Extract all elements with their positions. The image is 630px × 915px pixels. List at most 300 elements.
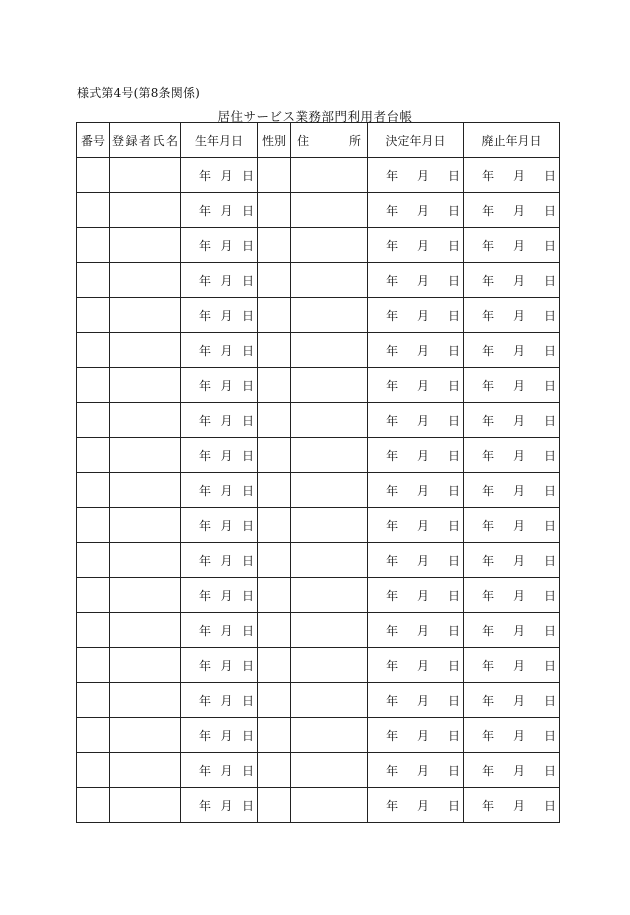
- cell-number[interactable]: [77, 543, 110, 578]
- cell-decision-date[interactable]: [368, 683, 464, 718]
- cell-abolition-date[interactable]: [464, 333, 560, 368]
- cell-address[interactable]: [291, 438, 368, 473]
- year-unit: 年: [199, 413, 212, 428]
- day-unit: 日: [242, 238, 255, 253]
- cell-abolition-date[interactable]: [464, 473, 560, 508]
- day-unit: 日: [544, 623, 557, 638]
- abolition-date-units: [464, 377, 559, 394]
- month-unit: 月: [220, 658, 233, 673]
- cell-sex[interactable]: [258, 578, 291, 613]
- cell-address[interactable]: [291, 508, 368, 543]
- cell-address[interactable]: [291, 228, 368, 263]
- cell-birth-date[interactable]: [181, 648, 258, 683]
- birth-date-units: [181, 482, 257, 499]
- cell-abolition-date[interactable]: [464, 578, 560, 613]
- table-row: [77, 683, 560, 718]
- cell-registrant-name[interactable]: [110, 718, 181, 753]
- cell-sex[interactable]: [258, 298, 291, 333]
- cell-address[interactable]: [291, 193, 368, 228]
- abolition-date-units: [464, 727, 559, 744]
- cell-sex[interactable]: [258, 438, 291, 473]
- decision-date-units: [368, 307, 463, 324]
- year-unit: 年: [482, 693, 495, 708]
- cell-decision-date[interactable]: [368, 263, 464, 298]
- header-number-char: 番: [81, 133, 94, 148]
- cell-number[interactable]: [77, 368, 110, 403]
- decision-date-units: [368, 552, 463, 569]
- month-unit: 月: [513, 763, 526, 778]
- cell-decision-date[interactable]: [368, 473, 464, 508]
- day-unit: 日: [448, 798, 461, 813]
- cell-sex[interactable]: [258, 753, 291, 788]
- cell-decision-date[interactable]: [368, 438, 464, 473]
- cell-decision-date[interactable]: [368, 228, 464, 263]
- decision-date-units: [368, 202, 463, 219]
- header-number-char: 号: [93, 133, 106, 148]
- month-unit: 月: [220, 413, 233, 428]
- year-unit: 年: [199, 483, 212, 498]
- year-unit: 年: [482, 238, 495, 253]
- year-unit: 年: [482, 728, 495, 743]
- cell-number[interactable]: [77, 403, 110, 438]
- year-unit: 年: [199, 168, 212, 183]
- cell-abolition-date[interactable]: [464, 613, 560, 648]
- cell-birth-date[interactable]: [181, 508, 258, 543]
- cell-sex[interactable]: [258, 228, 291, 263]
- year-unit: 年: [386, 203, 399, 218]
- cell-decision-date[interactable]: [368, 718, 464, 753]
- year-unit: 年: [482, 273, 495, 288]
- cell-abolition-date[interactable]: [464, 788, 560, 823]
- cell-birth-date[interactable]: [181, 753, 258, 788]
- cell-decision-date[interactable]: [368, 333, 464, 368]
- cell-registrant-name[interactable]: [110, 753, 181, 788]
- month-unit: 月: [513, 343, 526, 358]
- year-unit: 年: [386, 553, 399, 568]
- cell-number[interactable]: [77, 263, 110, 298]
- cell-birth-date[interactable]: [181, 473, 258, 508]
- cell-address[interactable]: [291, 788, 368, 823]
- day-unit: 日: [544, 448, 557, 463]
- day-unit: 日: [544, 798, 557, 813]
- cell-registrant-name[interactable]: [110, 403, 181, 438]
- cell-number[interactable]: [77, 193, 110, 228]
- cell-registrant-name[interactable]: [110, 193, 181, 228]
- cell-registrant-name[interactable]: [110, 438, 181, 473]
- cell-address[interactable]: [291, 473, 368, 508]
- header-row: [77, 123, 560, 158]
- cell-birth-date[interactable]: [181, 228, 258, 263]
- cell-number[interactable]: [77, 473, 110, 508]
- day-unit: 日: [544, 238, 557, 253]
- year-unit: 年: [199, 448, 212, 463]
- cell-number[interactable]: [77, 333, 110, 368]
- cell-birth-date[interactable]: [181, 368, 258, 403]
- day-unit: 日: [448, 238, 461, 253]
- month-unit: 月: [417, 448, 430, 463]
- cell-address[interactable]: [291, 333, 368, 368]
- day-unit: 日: [242, 483, 255, 498]
- day-unit: 日: [448, 623, 461, 638]
- year-unit: 年: [386, 588, 399, 603]
- table-row: [77, 718, 560, 753]
- day-unit: 日: [242, 693, 255, 708]
- abolition-date-units: [464, 202, 559, 219]
- table-row: [77, 158, 560, 193]
- day-unit: 日: [448, 588, 461, 603]
- birth-date-units: [181, 202, 257, 219]
- month-unit: 月: [220, 203, 233, 218]
- month-unit: 月: [417, 203, 430, 218]
- abolition-date-units: [464, 517, 559, 534]
- cell-registrant-name[interactable]: [110, 228, 181, 263]
- cell-sex[interactable]: [258, 508, 291, 543]
- day-unit: 日: [242, 273, 255, 288]
- cell-registrant-name[interactable]: [110, 613, 181, 648]
- cell-number[interactable]: [77, 508, 110, 543]
- decision-date-units: [368, 762, 463, 779]
- cell-decision-date[interactable]: [368, 753, 464, 788]
- cell-number[interactable]: [77, 648, 110, 683]
- day-unit: 日: [448, 693, 461, 708]
- day-unit: 日: [544, 553, 557, 568]
- cell-birth-date[interactable]: [181, 578, 258, 613]
- cell-number[interactable]: [77, 228, 110, 263]
- cell-registrant-name[interactable]: [110, 683, 181, 718]
- cell-birth-date[interactable]: [181, 298, 258, 333]
- cell-sex[interactable]: [258, 403, 291, 438]
- day-unit: 日: [448, 553, 461, 568]
- month-unit: 月: [513, 658, 526, 673]
- cell-abolition-date[interactable]: [464, 718, 560, 753]
- year-unit: 年: [199, 728, 212, 743]
- year-unit: 年: [482, 343, 495, 358]
- cell-registrant-name[interactable]: [110, 158, 181, 193]
- cell-abolition-date[interactable]: [464, 508, 560, 543]
- decision-date-units: [368, 412, 463, 429]
- cell-number[interactable]: [77, 613, 110, 648]
- cell-registrant-name[interactable]: [110, 543, 181, 578]
- cell-decision-date[interactable]: [368, 613, 464, 648]
- month-unit: 月: [513, 483, 526, 498]
- month-unit: 月: [220, 273, 233, 288]
- cell-abolition-date[interactable]: [464, 543, 560, 578]
- year-unit: 年: [199, 693, 212, 708]
- cell-registrant-name[interactable]: [110, 333, 181, 368]
- month-unit: 月: [417, 308, 430, 323]
- year-unit: 年: [386, 273, 399, 288]
- cell-address[interactable]: [291, 158, 368, 193]
- day-unit: 日: [448, 658, 461, 673]
- header-sex-char: 性: [262, 133, 275, 148]
- cell-abolition-date[interactable]: [464, 298, 560, 333]
- cell-address[interactable]: [291, 263, 368, 298]
- table-row: [77, 543, 560, 578]
- cell-number[interactable]: [77, 438, 110, 473]
- day-unit: 日: [242, 763, 255, 778]
- cell-registrant-name[interactable]: [110, 368, 181, 403]
- year-unit: 年: [482, 308, 495, 323]
- cell-address[interactable]: [291, 543, 368, 578]
- cell-birth-date[interactable]: [181, 263, 258, 298]
- year-unit: 年: [199, 623, 212, 638]
- cell-sex[interactable]: [258, 193, 291, 228]
- month-unit: 月: [513, 308, 526, 323]
- month-unit: 月: [220, 693, 233, 708]
- year-unit: 年: [386, 623, 399, 638]
- cell-address[interactable]: [291, 298, 368, 333]
- cell-sex[interactable]: [258, 683, 291, 718]
- day-unit: 日: [544, 693, 557, 708]
- header-name-char: 氏: [152, 133, 165, 148]
- decision-date-units: [368, 167, 463, 184]
- cell-abolition-date[interactable]: [464, 438, 560, 473]
- cell-decision-date[interactable]: [368, 648, 464, 683]
- month-unit: 月: [513, 798, 526, 813]
- cell-address[interactable]: [291, 368, 368, 403]
- abolition-date-units: [464, 482, 559, 499]
- year-unit: 年: [199, 658, 212, 673]
- year-unit: 年: [482, 168, 495, 183]
- cell-address[interactable]: [291, 648, 368, 683]
- cell-registrant-name[interactable]: [110, 648, 181, 683]
- cell-registrant-name[interactable]: [110, 473, 181, 508]
- month-unit: 月: [417, 168, 430, 183]
- cell-sex[interactable]: [258, 368, 291, 403]
- cell-sex[interactable]: [258, 543, 291, 578]
- year-unit: 年: [199, 273, 212, 288]
- month-unit: 月: [220, 728, 233, 743]
- year-unit: 年: [386, 693, 399, 708]
- month-unit: 月: [220, 168, 233, 183]
- month-unit: 月: [417, 798, 430, 813]
- cell-registrant-name[interactable]: [110, 263, 181, 298]
- cell-number[interactable]: [77, 788, 110, 823]
- birth-date-units: [181, 517, 257, 534]
- cell-sex[interactable]: [258, 333, 291, 368]
- cell-sex[interactable]: [258, 613, 291, 648]
- cell-address[interactable]: [291, 578, 368, 613]
- year-unit: 年: [386, 238, 399, 253]
- month-unit: 月: [513, 693, 526, 708]
- document-title: 居住サービス業務部門利用者台帳: [217, 109, 413, 124]
- cell-birth-date[interactable]: [181, 403, 258, 438]
- header-decision-date: [368, 123, 464, 158]
- cell-birth-date[interactable]: [181, 333, 258, 368]
- birth-date-units: [181, 762, 257, 779]
- year-unit: 年: [386, 413, 399, 428]
- cell-decision-date[interactable]: [368, 403, 464, 438]
- day-unit: 日: [544, 378, 557, 393]
- day-unit: 日: [448, 378, 461, 393]
- cell-registrant-name[interactable]: [110, 298, 181, 333]
- user-register-table: [76, 122, 560, 823]
- cell-decision-date[interactable]: [368, 298, 464, 333]
- cell-birth-date[interactable]: [181, 158, 258, 193]
- birth-date-units: [181, 307, 257, 324]
- birth-date-units: [181, 377, 257, 394]
- decision-date-units: [368, 447, 463, 464]
- cell-birth-date[interactable]: [181, 613, 258, 648]
- cell-sex[interactable]: [258, 263, 291, 298]
- cell-sex[interactable]: [258, 473, 291, 508]
- year-unit: 年: [199, 238, 212, 253]
- cell-abolition-date[interactable]: [464, 403, 560, 438]
- header-birth-date: [181, 123, 258, 158]
- month-unit: 月: [417, 483, 430, 498]
- cell-registrant-name[interactable]: [110, 508, 181, 543]
- year-unit: 年: [482, 448, 495, 463]
- cell-sex[interactable]: [258, 158, 291, 193]
- birth-date-units: [181, 412, 257, 429]
- day-unit: 日: [544, 483, 557, 498]
- cell-birth-date[interactable]: [181, 193, 258, 228]
- day-unit: 日: [242, 588, 255, 603]
- cell-number[interactable]: [77, 718, 110, 753]
- day-unit: 日: [544, 308, 557, 323]
- day-unit: 日: [544, 588, 557, 603]
- cell-birth-date[interactable]: [181, 683, 258, 718]
- cell-number[interactable]: [77, 298, 110, 333]
- month-unit: 月: [220, 623, 233, 638]
- month-unit: 月: [417, 273, 430, 288]
- cell-decision-date[interactable]: [368, 508, 464, 543]
- form-number-label: 様式第4号(第8条関係): [77, 86, 201, 100]
- cell-address[interactable]: [291, 403, 368, 438]
- cell-birth-date[interactable]: [181, 438, 258, 473]
- year-unit: 年: [199, 798, 212, 813]
- cell-birth-date[interactable]: [181, 543, 258, 578]
- day-unit: 日: [448, 273, 461, 288]
- month-unit: 月: [417, 343, 430, 358]
- month-unit: 月: [417, 763, 430, 778]
- month-unit: 月: [513, 588, 526, 603]
- year-unit: 年: [482, 763, 495, 778]
- cell-registrant-name[interactable]: [110, 578, 181, 613]
- month-unit: 月: [513, 413, 526, 428]
- header-name-char: 名: [165, 133, 178, 148]
- decision-date-units: [368, 622, 463, 639]
- cell-decision-date[interactable]: [368, 193, 464, 228]
- month-unit: 月: [417, 693, 430, 708]
- year-unit: 年: [199, 343, 212, 358]
- decision-date-units: [368, 237, 463, 254]
- cell-abolition-date[interactable]: [464, 683, 560, 718]
- birth-date-units: [181, 587, 257, 604]
- month-unit: 月: [417, 623, 430, 638]
- month-unit: 月: [513, 518, 526, 533]
- month-unit: 月: [513, 168, 526, 183]
- month-unit: 月: [417, 413, 430, 428]
- month-unit: 月: [513, 728, 526, 743]
- decision-date-units: [368, 272, 463, 289]
- cell-address[interactable]: [291, 683, 368, 718]
- year-unit: 年: [482, 378, 495, 393]
- cell-abolition-date[interactable]: [464, 368, 560, 403]
- month-unit: 月: [220, 448, 233, 463]
- abolition-date-units: [464, 447, 559, 464]
- day-unit: 日: [242, 203, 255, 218]
- day-unit: 日: [448, 203, 461, 218]
- cell-number[interactable]: [77, 683, 110, 718]
- decision-date-units: [368, 727, 463, 744]
- cell-sex[interactable]: [258, 788, 291, 823]
- decision-date-units: [368, 692, 463, 709]
- cell-sex[interactable]: [258, 648, 291, 683]
- cell-address[interactable]: [291, 613, 368, 648]
- birth-date-units: [181, 167, 257, 184]
- table-row: [77, 403, 560, 438]
- cell-registrant-name[interactable]: [110, 788, 181, 823]
- cell-sex[interactable]: [258, 718, 291, 753]
- month-unit: 月: [220, 518, 233, 533]
- header-name-char: 登: [112, 133, 125, 148]
- day-unit: 日: [544, 168, 557, 183]
- birth-date-units: [181, 797, 257, 814]
- cell-decision-date[interactable]: [368, 578, 464, 613]
- cell-abolition-date[interactable]: [464, 753, 560, 788]
- abolition-date-units: [464, 237, 559, 254]
- cell-birth-date[interactable]: [181, 788, 258, 823]
- birth-date-units: [181, 552, 257, 569]
- year-unit: 年: [386, 763, 399, 778]
- cell-birth-date[interactable]: [181, 718, 258, 753]
- cell-abolition-date[interactable]: [464, 228, 560, 263]
- year-unit: 年: [386, 658, 399, 673]
- abolition-date-units: [464, 797, 559, 814]
- month-unit: 月: [417, 658, 430, 673]
- year-unit: 年: [482, 203, 495, 218]
- abolition-date-units: [464, 692, 559, 709]
- month-unit: 月: [513, 238, 526, 253]
- day-unit: 日: [544, 658, 557, 673]
- cell-decision-date[interactable]: [368, 368, 464, 403]
- decision-date-units: [368, 797, 463, 814]
- decision-date-units: [368, 482, 463, 499]
- year-unit: 年: [386, 798, 399, 813]
- day-unit: 日: [448, 413, 461, 428]
- header-address-char: 所: [349, 133, 362, 148]
- cell-abolition-date[interactable]: [464, 193, 560, 228]
- abolition-date-units: [464, 307, 559, 324]
- cell-address[interactable]: [291, 718, 368, 753]
- day-unit: 日: [448, 168, 461, 183]
- cell-decision-date[interactable]: [368, 158, 464, 193]
- month-unit: 月: [220, 798, 233, 813]
- header-birth-date-label: 生年月日: [195, 133, 244, 148]
- year-unit: 年: [482, 553, 495, 568]
- cell-number[interactable]: [77, 753, 110, 788]
- cell-address[interactable]: [291, 753, 368, 788]
- cell-decision-date[interactable]: [368, 788, 464, 823]
- day-unit: 日: [242, 448, 255, 463]
- cell-number[interactable]: [77, 158, 110, 193]
- cell-number[interactable]: [77, 578, 110, 613]
- cell-abolition-date[interactable]: [464, 648, 560, 683]
- header-registrant-name: [110, 123, 181, 158]
- cell-decision-date[interactable]: [368, 543, 464, 578]
- year-unit: 年: [482, 518, 495, 533]
- cell-abolition-date[interactable]: [464, 263, 560, 298]
- month-unit: 月: [417, 728, 430, 743]
- cell-abolition-date[interactable]: [464, 158, 560, 193]
- year-unit: 年: [482, 413, 495, 428]
- month-unit: 月: [417, 518, 430, 533]
- day-unit: 日: [544, 728, 557, 743]
- day-unit: 日: [242, 798, 255, 813]
- year-unit: 年: [199, 763, 212, 778]
- day-unit: 日: [544, 518, 557, 533]
